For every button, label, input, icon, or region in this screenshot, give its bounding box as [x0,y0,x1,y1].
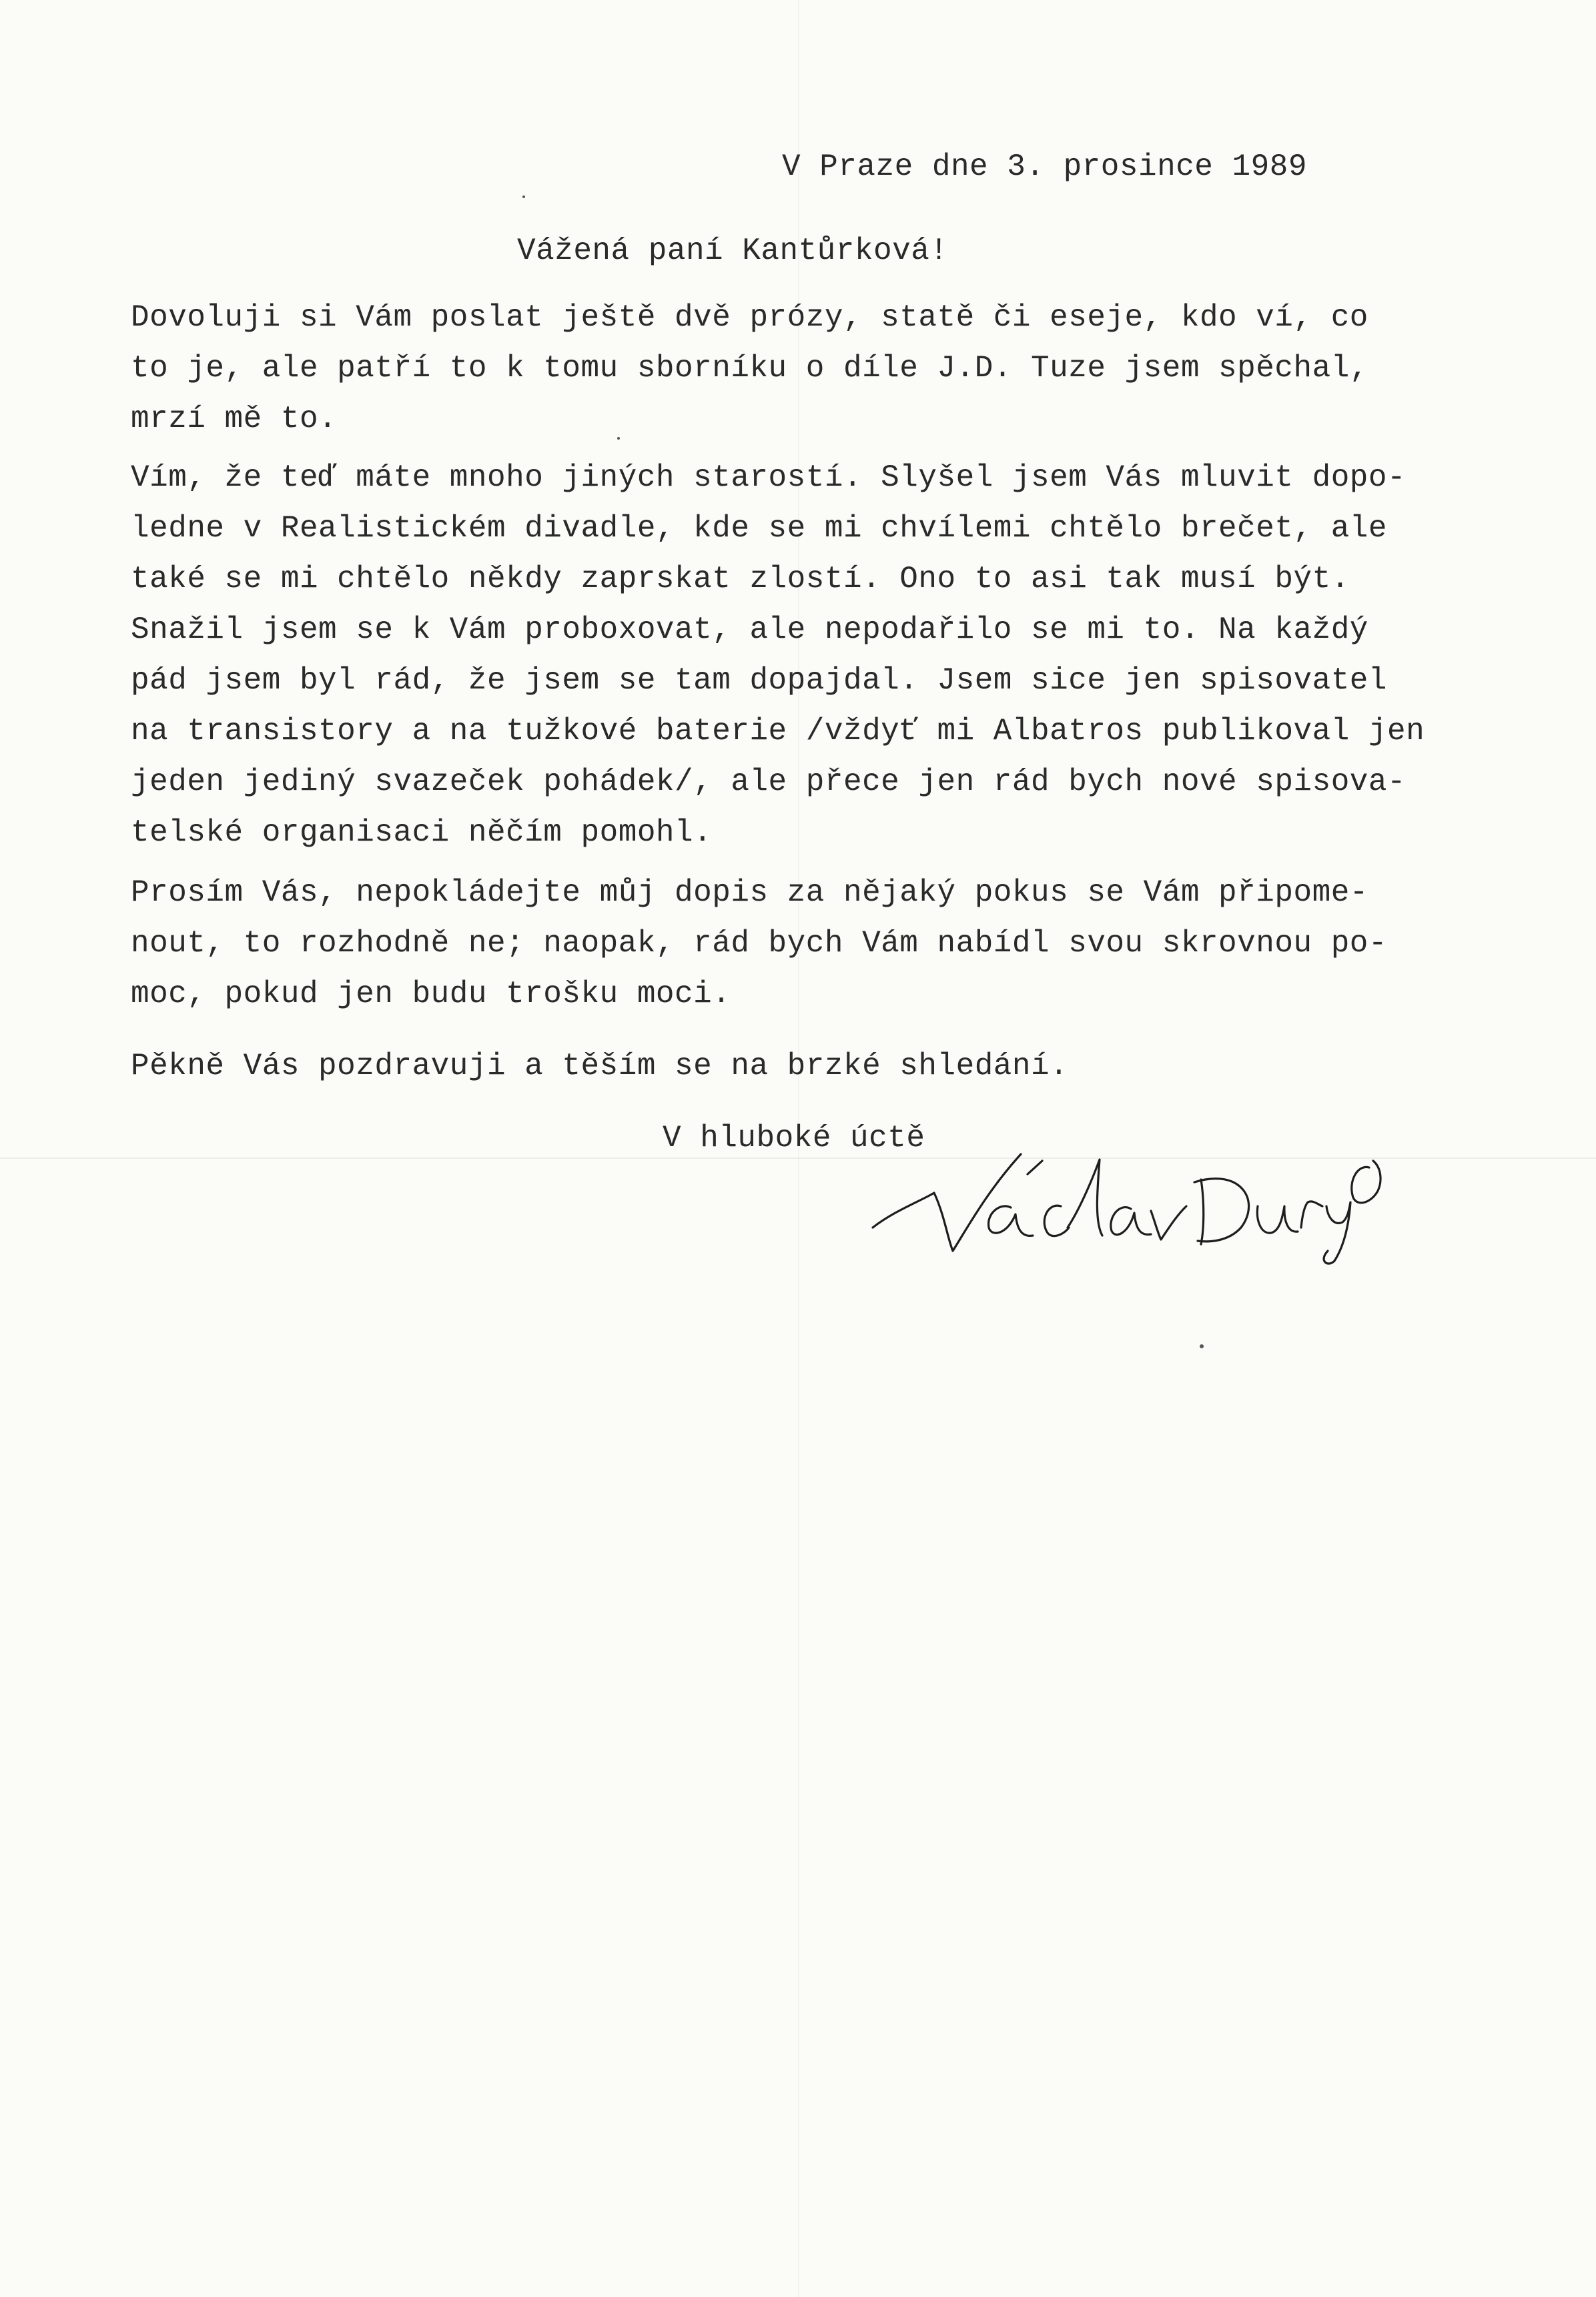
paragraph-3-line-2: nout, to rozhodně ne; naopak, rád bych Vám nabídl svou skrovnou po- [131,926,1388,961]
letter-date: V Praze dne 3. prosince 1989 [782,149,1307,184]
handwritten-signature [867,1127,1388,1268]
paragraph-2-line-1: Vím, že teď máte mnoho jiných starostí. Slyšel jsem Vás mluvit dopo- [131,460,1407,495]
ink-speck [1200,1344,1204,1348]
paragraph-1-line-3: mrzí mě to. [131,402,338,436]
paragraph-1-line-2: to je, ale patří to k tomu sborníku o díle J.D. Tuze jsem spěchal, [131,351,1368,386]
paragraph-2-line-5: pád jsem byl rád, že jsem se tam dopajdal. Jsem sice jen spisovatel [131,663,1388,698]
letter-salutation: Vážená paní Kantůrková! [517,234,949,268]
paragraph-4-line-1: Pěkně Vás pozdravuji a těším se na brzké shledání. [131,1049,1069,1083]
letter-closing: V hluboké úctě [663,1121,925,1156]
paragraph-1-line-1: Dovoluji si Vám poslat ještě dvě prózy, statě či eseje, kdo ví, co [131,300,1368,335]
paragraph-3-line-3: moc, pokud jen budu trošku moci. [131,977,731,1011]
ink-speck [522,195,525,198]
paragraph-2-line-6: na transistory a na tužkové baterie /vždyť mi Albatros publikoval jen [131,714,1425,749]
paragraph-2-line-2: ledne v Realistickém divadle, kde se mi chvílemi chtělo brečet, ale [131,511,1388,546]
ink-speck [617,437,620,440]
paragraph-2-line-8: telské organisaci něčím pomohl. [131,815,713,850]
paragraph-2-line-3: také se mi chtělo někdy zaprskat zlostí. Ono to asi tak musí být. [131,562,1350,596]
paragraph-3-line-1: Prosím Vás, nepokládejte můj dopis za nějaký pokus se Vám připome- [131,875,1368,910]
paragraph-2-line-4: Snažil jsem se k Vám proboxovat, ale nepodařilo se mi to. Na každý [131,612,1368,647]
paragraph-2-line-7: jeden jediný svazeček pohádek/, ale přece jen rád bych nové spisova- [131,765,1407,799]
